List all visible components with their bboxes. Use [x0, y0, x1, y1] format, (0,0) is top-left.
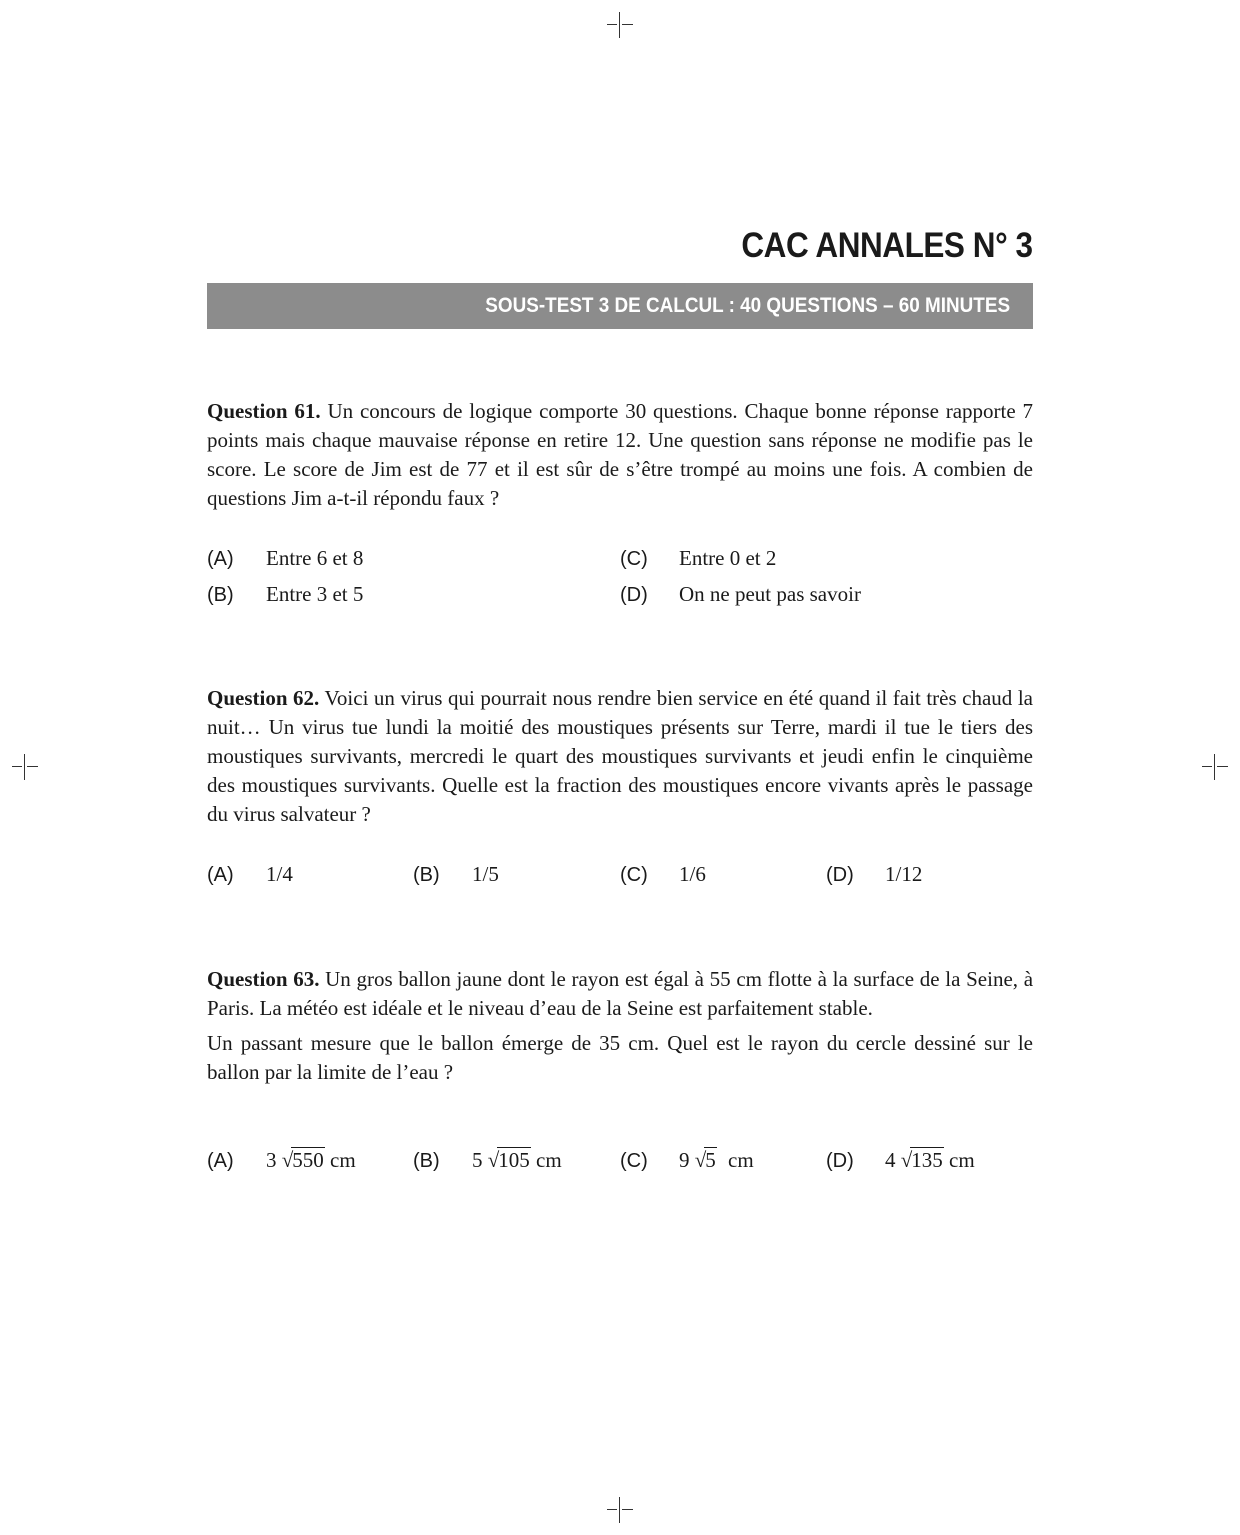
question-61: [207, 397, 1033, 513]
option-letter: (D): [826, 864, 854, 886]
coefficient: 9: [679, 1148, 690, 1172]
crop-mark-top: [607, 12, 633, 38]
radicand: 135: [911, 1148, 943, 1172]
option-letter: (A): [207, 864, 234, 886]
option-text: 1/5: [472, 862, 499, 886]
question-text: Un concours de logique comporte 30 questions. Chaque bonne réponse rapporte 7 points mais chaque mauvaise réponse en retire 12. Une question sans réponse ne modifie pas le score. Le score de Jim est de 77 et il est sûr de s’être trompé au moins une fois. A combien de questions Jim a-t-il répondu faux ?: [207, 399, 1034, 510]
section-subtitle: SOUS-TEST 3 DE CALCUL : 40 QUESTIONS – 60 MINUTES: [485, 294, 1010, 317]
coefficient: 3: [266, 1148, 277, 1172]
option-text: [885, 1148, 975, 1173]
option-letter: (C): [620, 864, 648, 886]
answer-options-61: [207, 546, 1033, 616]
coefficient: 5: [472, 1148, 483, 1172]
option-c[interactable]: [620, 1148, 754, 1173]
coefficient: 4: [885, 1148, 896, 1172]
option-letter: (C): [620, 548, 648, 570]
option-letter: (B): [207, 584, 234, 606]
option-d[interactable]: [826, 862, 923, 887]
radicand: 5: [705, 1148, 716, 1172]
square-root: √105: [487, 1148, 530, 1172]
option-text: Entre 0 et 2: [679, 546, 777, 570]
square-root: √135: [900, 1148, 943, 1172]
page-title: CAC ANNALES N° 3: [741, 226, 1033, 265]
option-letter: (B): [413, 864, 440, 886]
option-text: 1/6: [679, 862, 706, 886]
option-text: Entre 3 et 5: [266, 582, 364, 606]
unit: cm: [949, 1148, 975, 1172]
option-b[interactable]: [413, 1148, 562, 1173]
option-text: On ne peut pas savoir: [679, 582, 861, 606]
crop-mark-right: [1202, 754, 1228, 780]
option-d[interactable]: [620, 582, 861, 607]
unit: cm: [728, 1148, 754, 1172]
option-text: Entre 6 et 8: [266, 546, 364, 570]
question-label: Question 63.: [207, 967, 320, 991]
option-letter: (D): [826, 1150, 854, 1172]
radicand: 105: [498, 1148, 530, 1172]
option-letter: (A): [207, 548, 234, 570]
option-b[interactable]: [413, 862, 499, 887]
answer-options-62: [207, 862, 1033, 894]
crop-mark-left: [12, 754, 38, 780]
option-c[interactable]: [620, 546, 777, 571]
question-62: [207, 684, 1033, 829]
question-63: [207, 965, 1033, 1087]
radicand: 550: [292, 1148, 324, 1172]
unit: cm: [330, 1148, 356, 1172]
option-text: 1/12: [885, 862, 923, 886]
option-letter: (C): [620, 1150, 648, 1172]
option-a[interactable]: [207, 546, 364, 571]
option-b[interactable]: [207, 582, 364, 607]
option-d[interactable]: [826, 1148, 975, 1173]
unit: cm: [536, 1148, 562, 1172]
option-text: [679, 1148, 754, 1173]
option-letter: (A): [207, 1150, 234, 1172]
question-label: Question 62.: [207, 686, 320, 710]
option-a[interactable]: [207, 862, 293, 887]
answer-options-63: [207, 1148, 1033, 1180]
square-root: √5: [694, 1148, 716, 1172]
section-banner: [207, 283, 1033, 329]
option-a[interactable]: [207, 1148, 356, 1173]
crop-mark-bottom: [607, 1497, 633, 1523]
square-root: √550: [281, 1148, 324, 1172]
option-c[interactable]: [620, 862, 706, 887]
question-text: Un gros ballon jaune dont le rayon est égal à 55 cm flotte à la surface de la Seine, à Paris. La météo est idéale et le niveau d’eau de la Seine est parfaitement stable.: [207, 967, 1034, 1020]
option-text: [472, 1148, 562, 1173]
question-text: Voici un virus qui pourrait nous rendre bien service en été quand il fait très chaud la nuit… Un virus tue lundi la moitié des moustiques présents sur Terre, mardi il tue le tiers des moustiques survivants, mercredi le quart des moustiques survivants et jeudi enfin le cinquième des moustiques survivants. Quelle est la fraction des moustiques encore vivants après le passage du virus salvateur ?: [207, 686, 1033, 826]
option-letter: (B): [413, 1150, 440, 1172]
option-text: [266, 1148, 356, 1173]
question-label: Question 61.: [207, 399, 321, 423]
option-text: 1/4: [266, 862, 293, 886]
option-letter: (D): [620, 584, 648, 606]
question-text-continued: Un passant mesure que le ballon émerge de 35 cm. Quel est le rayon du cercle dessiné sur le ballon par la limite de l’eau ?: [207, 1031, 1033, 1084]
